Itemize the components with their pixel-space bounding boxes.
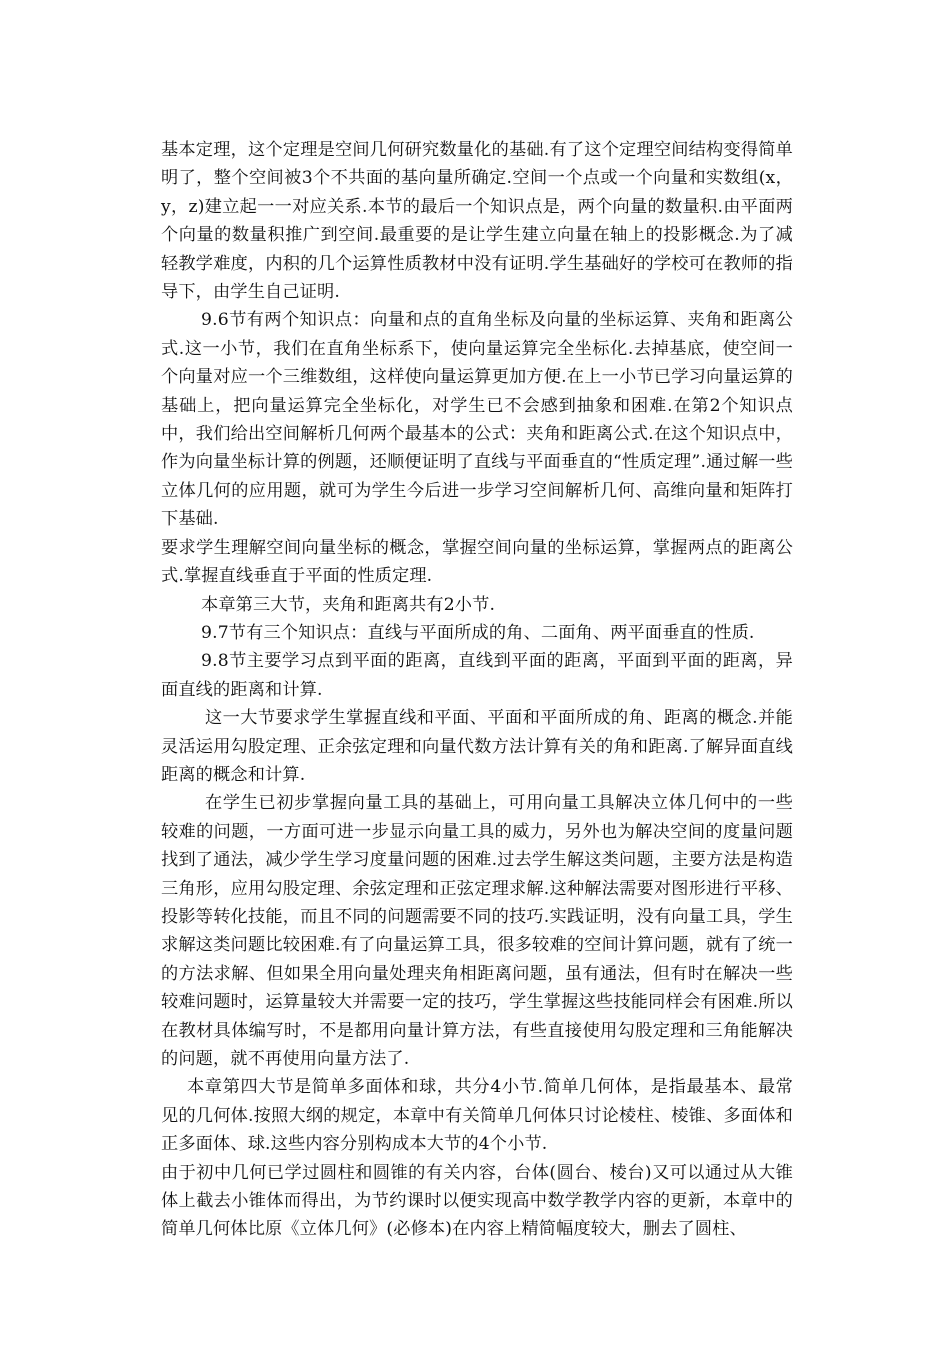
paragraph-2: 9.6节有两个知识点：向量和点的直角坐标及向量的坐标运算、夹角和距离公式.这一小节，我们在直角坐标系下，使向量运算完全坐标化.去掉基底，使空间一个向量对应一个三维数组，这样使向量运算更加方便.在上一小节已学习向量运算的基础上，把向量运算完全坐标化，对学生已不会感到抽象和困难.在第2个知识点中，我们给出空间解析几何两个最基本的公式：夹角和距离公式.在这个知识点中，作为向量坐标计算的例题，还顺便证明了直线与平面垂直的“性质定理”.通过解一些立体几何的应用题，就可为学生今后进一步学习空间解析几何、高维向量和矩阵打下基础. (161, 310, 793, 530)
paragraph-5: 9.7节有三个知识点：直线与平面所成的角、二面角、两平面垂直的性质. (201, 622, 755, 643)
paragraph-4: 本章第三大节，夹角和距离共有2小节. (201, 594, 496, 615)
paragraph-1: 基本定理，这个定理是空间几何研究数量化的基础.有了这个定理空间结构变得简单明了，整个空间被3个不共面的基向量所确定.空间一个点或一个向量和实数组(x，y，z)建立起一一对应关系.本节的最后一个知识点是，两个向量的数量积.由平面两个向量的数量积推广到空间.最重要的是让学生建立向量在轴上的投影概念.为了减轻教学难度，内积的几个运算性质教材中没有证明.学生基础好的学校可在教师的指导下，由学生自己证明. (161, 140, 793, 303)
paragraph-7: 这一大节要求学生掌握直线和平面、平面和平面所成的角、距离的概念.并能灵活运用勾股定理、正余弦定理和向量代数方法计算有关的角和距离.了解异面直线距离的概念和计算. (161, 708, 793, 785)
paragraph-6: 9.8节主要学习点到平面的距离，直线到平面的距离，平面到平面的距离，异面直线的距离和计算. (161, 651, 793, 700)
paragraph-3: 要求学生理解空间向量坐标的概念，掌握空间向量的坐标运算，掌握两点的距离公式.掌握直线垂直于平面的性质定理. (161, 537, 793, 587)
paragraph-9: 本章第四大节是简单多面体和球，共分4小节.简单几何体，是指最基本、最常见的几何体.按照大纲的规定，本章中有关简单几何体只讨论棱柱、棱锥、多面体和正多面体、球.这些内容分别构成本大节的4个小节. (161, 1077, 793, 1155)
paragraph-8: 在学生已初步掌握向量工具的基础上，可用向量工具解决立体几何中的一些较难的问题，一方面可进一步显示向量工具的威力，另外也为解决空间的度量问题找到了通法，减少学生学习度量问题的困难.过去学生解这类问题，主要方法是构造三角形，应用勾股定理、余弦定理和正弦定理求解.这种解法需要对图形进行平移、投影等转化技能，而且不同的问题需要不同的技巧.实践证明，没有向量工具，学生求解这类问题比较困难.有了向量运算工具，很多较难的空间计算问题，就有了统一的方法求解、但如果全用向量处理夹角相距离问题，虽有通法，但有时在解决一些较难问题时，运算量较大并需要一定的技巧，学生掌握这些技能同样会有困难.所以在教材具体编写时，不是都用向量计算方法，有些直接使用勾股定理和三角能解决的问题，就不再使用向量方法了. (161, 793, 793, 1069)
document-page (161, 136, 793, 1244)
paragraph-10: 由于初中几何已学过圆柱和圆锥的有关内容，台体(圆台、棱台)又可以通过从大锥体上截去小锥体而得出，为节约课时以便实现高中数学教学内容的更新，本章中的简单几何体比原《立体几何》(必修本)在内容上精简幅度较大，删去了圆柱、 (161, 1162, 793, 1240)
